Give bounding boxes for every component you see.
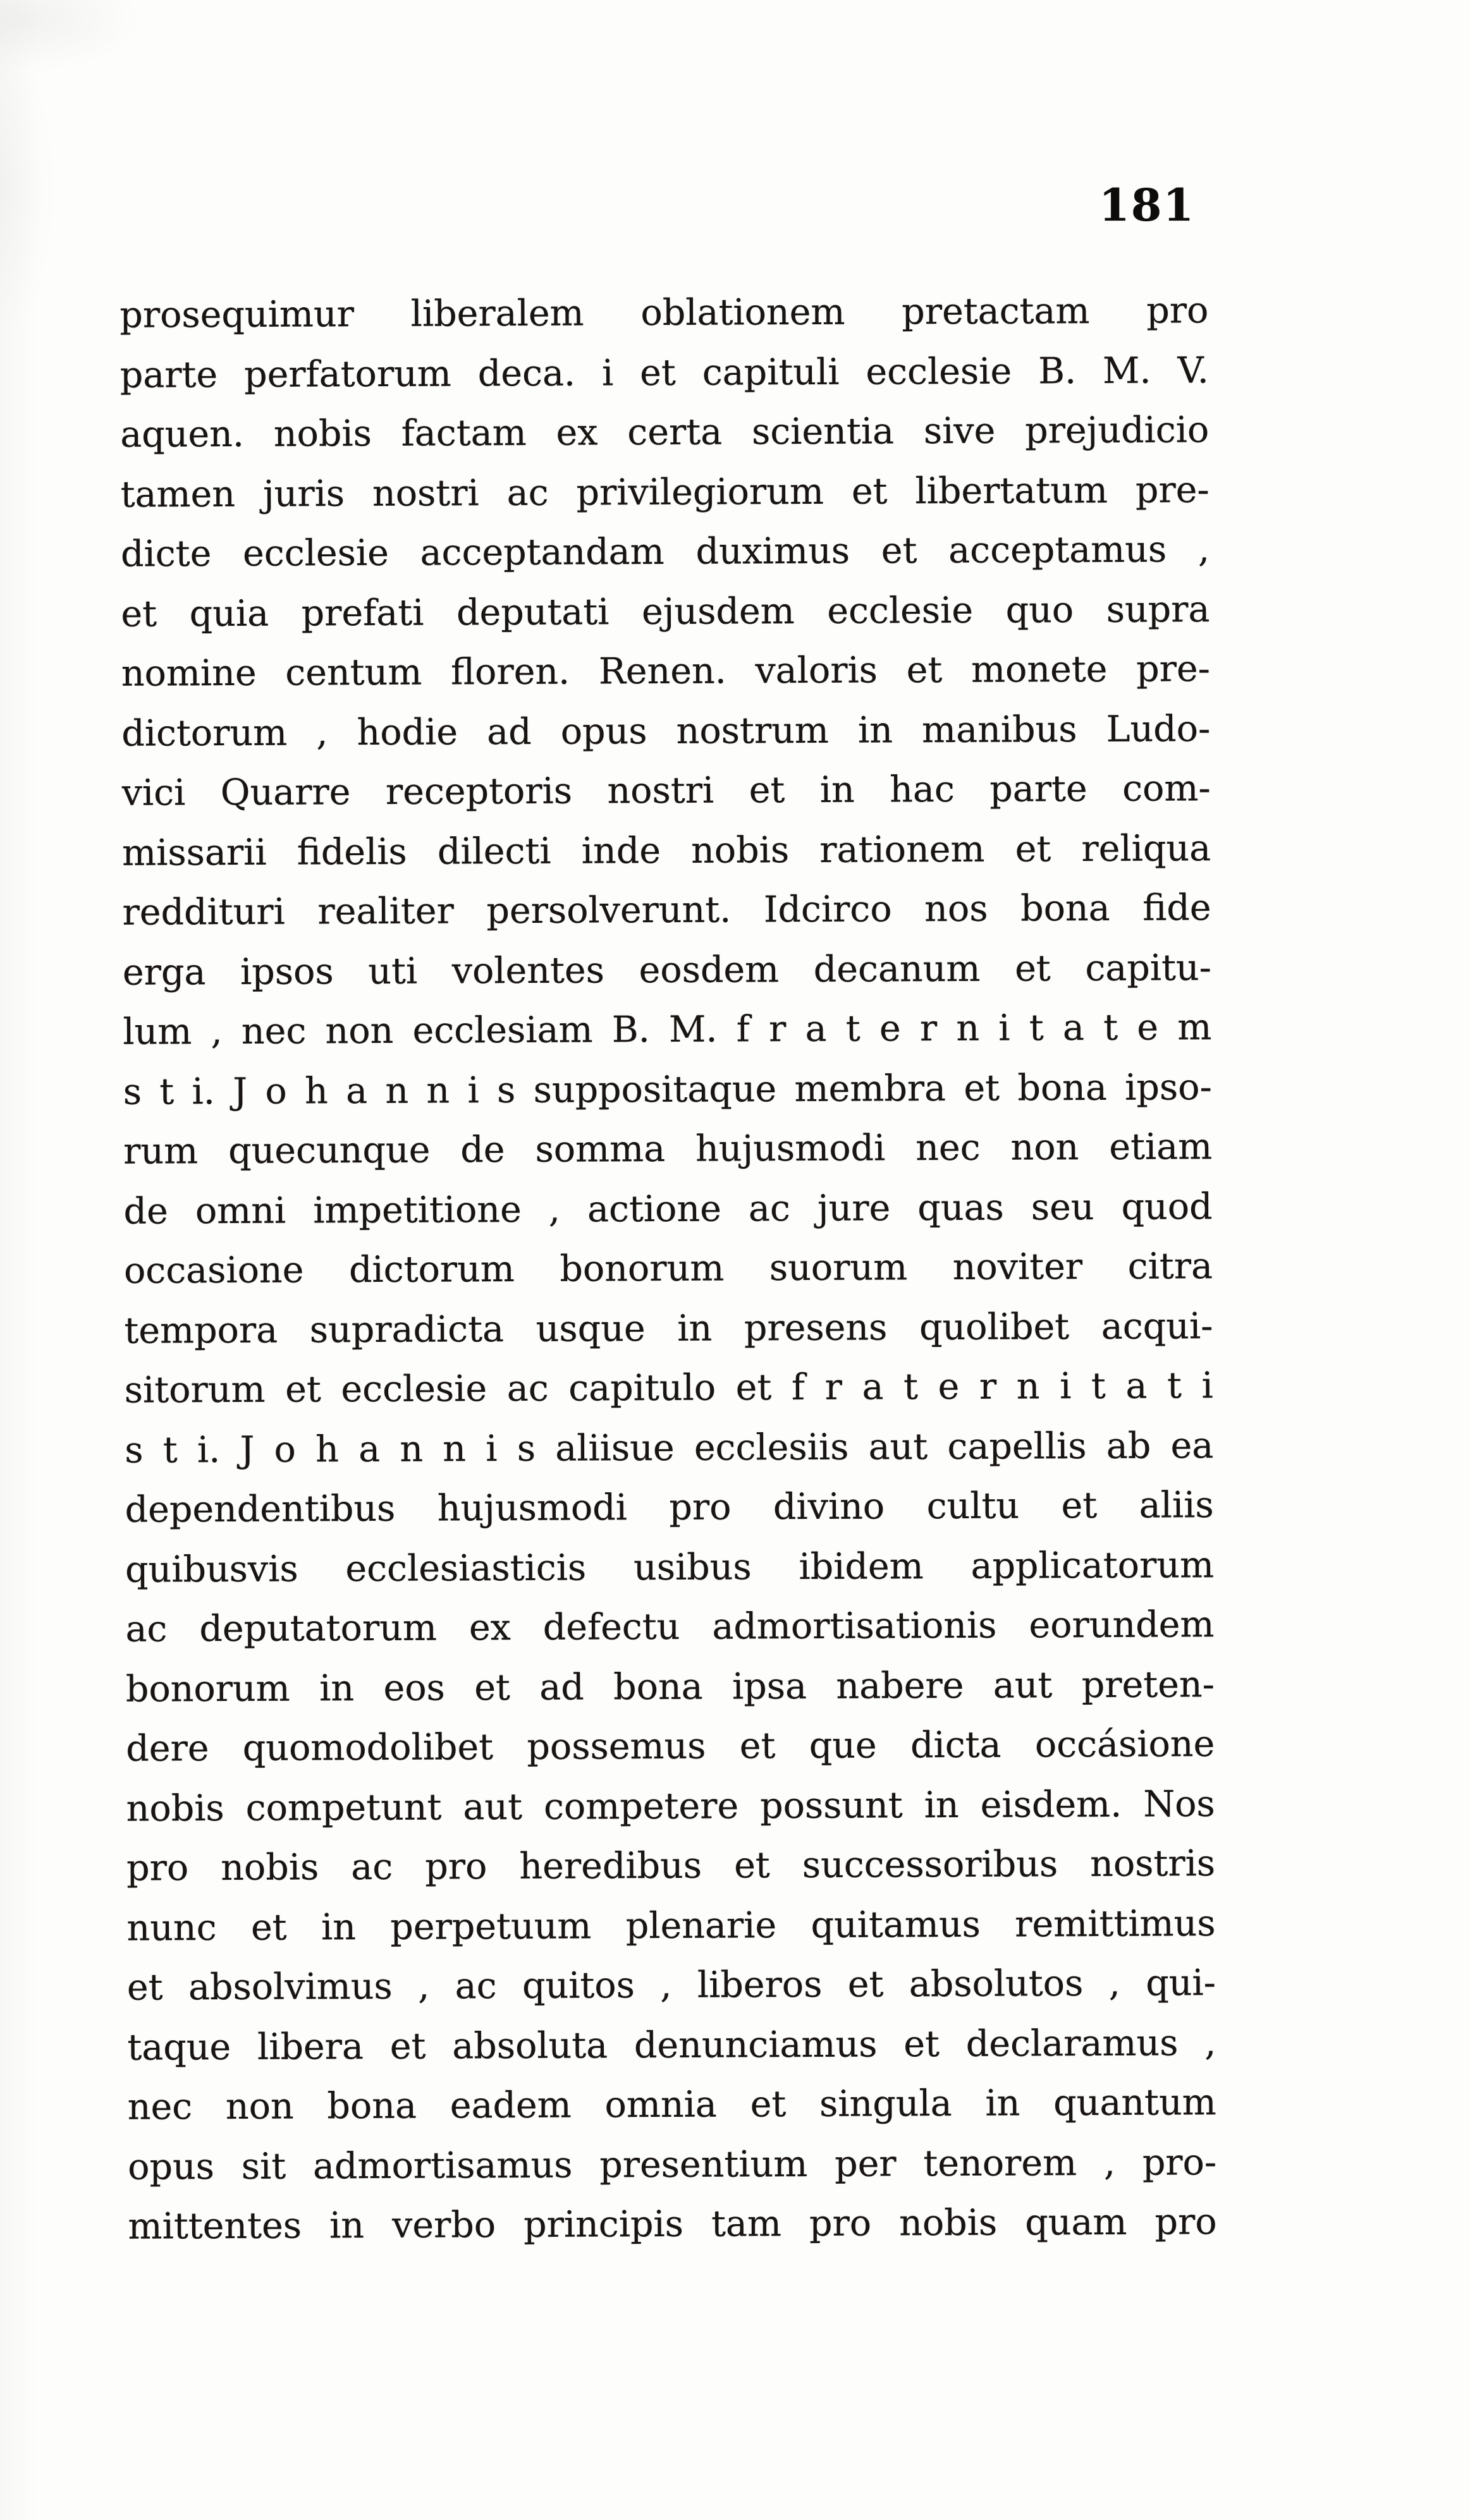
text-line: taque libera et absoluta denunciamus et declaramus , bbox=[127, 2021, 1216, 2069]
text-line: erga ipsos uti volentes eosdem decanum et capitu- bbox=[122, 946, 1212, 994]
text-line: reddituri realiter persolverunt. Idcirco nos bona fide bbox=[122, 887, 1211, 934]
text-line: prosequimur liberalem oblationem pretactam pro bbox=[119, 289, 1209, 336]
text-line: rum quecunque de somma hujusmodi nec non etiam bbox=[123, 1126, 1213, 1172]
text-line: ac deputatorum ex defectu admortisationis eorundem bbox=[125, 1604, 1215, 1650]
text-line: aquen. nobis factam ex certa scientia sive prejudicio bbox=[120, 409, 1210, 456]
text-line: s t i. J o h a n n i s suppositaque membra et bona ipso- bbox=[123, 1066, 1212, 1113]
text-line: nobis competunt aut competere possunt in eisdem. Nos bbox=[126, 1782, 1215, 1830]
text-line: dicte ecclesie acceptandam duximus et acceptamus , bbox=[120, 528, 1210, 575]
text-line: tamen juris nostri ac privilegiorum et libertatum pre- bbox=[120, 468, 1210, 516]
text-line: nomine centum floren. Renen. valoris et monete pre- bbox=[121, 648, 1211, 695]
text-line: tempora supradicta usque in presens quolibet acqui- bbox=[124, 1305, 1213, 1352]
text-line: et quia prefati deputati ejusdem ecclesie quo supra bbox=[121, 588, 1210, 635]
text-line: dictorum , hodie ad opus nostrum in manibus Ludo- bbox=[121, 707, 1211, 755]
text-line: s t i. J o h a n n i s aliisue ecclesiis aut capellis ab ea bbox=[125, 1424, 1214, 1471]
page-text bbox=[119, 281, 1217, 2256]
text-line: lum , nec non ecclesiam B. M. f r a t e r n i t a t e m bbox=[123, 1006, 1212, 1053]
text-line: parte perfatorum deca. i et capituli ecclesie B. M. V. bbox=[119, 349, 1209, 396]
page-number: 181 bbox=[1099, 179, 1196, 231]
text-line: missarii fidelis dilecti inde nobis rationem et reliqua bbox=[121, 827, 1211, 874]
text-line: occasione dictorum bonorum suorum noviter citra bbox=[123, 1245, 1213, 1292]
text-line: nec non bona eadem omnia et singula in quantum bbox=[127, 2081, 1216, 2128]
text-line: sitorum et ecclesie ac capitulo et f r a t e r n i t a t i bbox=[124, 1365, 1213, 1411]
text-line: dependentibus hujusmodi pro divino cultu et aliis bbox=[125, 1484, 1214, 1531]
text-line: quibusvis ecclesiasticis usibus ibidem applicatorum bbox=[125, 1543, 1215, 1591]
text-line: vici Quarre receptoris nostri et in hac parte com- bbox=[121, 767, 1211, 814]
text-line: dere quomodolibet possemus et que dicta occásione bbox=[126, 1723, 1215, 1770]
text-line: pro nobis ac pro heredibus et successoribus nostris bbox=[126, 1842, 1216, 1889]
text-line: de omni impetitione , actione ac jure quas seu quod bbox=[123, 1185, 1213, 1233]
text-line: bonorum in eos et ad bona ipsa nabere aut preten- bbox=[125, 1663, 1215, 1710]
text-line: nunc et in perpetuum plenarie quitamus remittimus bbox=[126, 1902, 1216, 1949]
text-line: et absolvimus , ac quitos , liberos et absolutos , qui- bbox=[126, 1962, 1216, 2009]
text-line: opus sit admortisamus presentium per tenorem , pro- bbox=[128, 2141, 1217, 2188]
text-line: mittentes in verbo principis tam pro nobis quam pro bbox=[128, 2201, 1217, 2248]
